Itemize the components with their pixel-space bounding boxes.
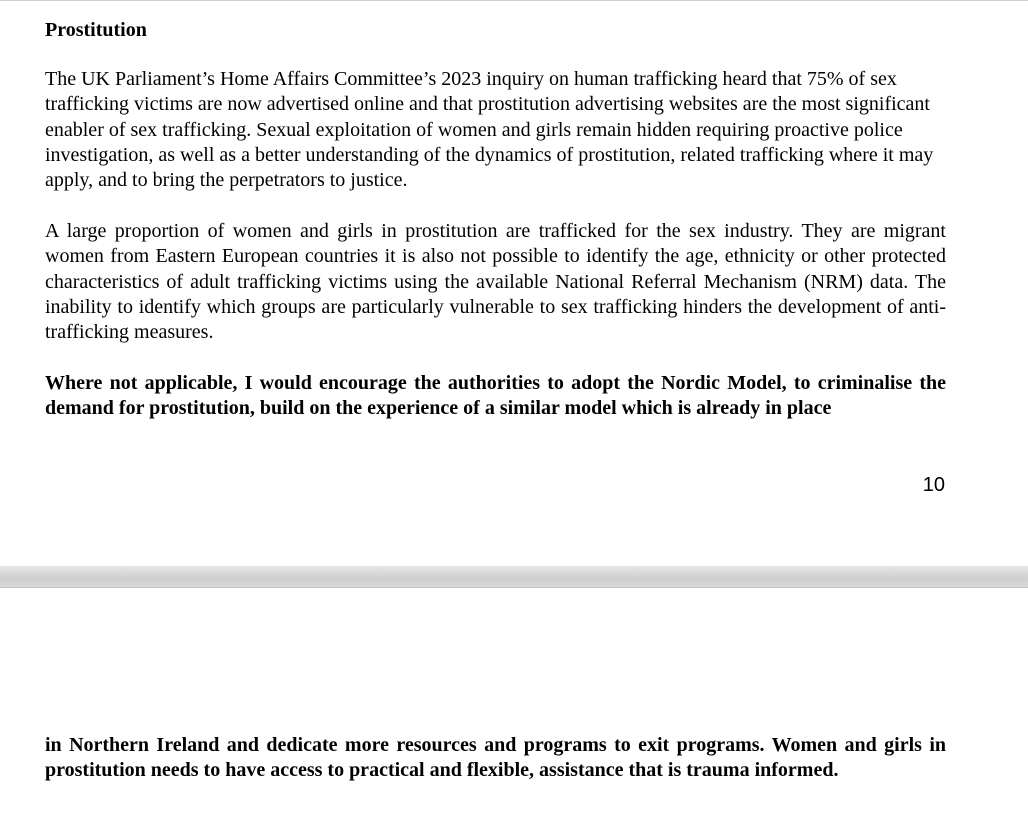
section-heading: Prostitution xyxy=(45,19,147,41)
paragraph-recommendation: Where not applicable, I would encourage the authorities to adopt the Nordic Model, to criminalise the demand for prostitution, build on the experience of a similar model which is already in place xyxy=(45,372,946,420)
page-number: 10 xyxy=(922,474,945,496)
paragraph-trafficked-women: A large proportion of women and girls in prostitution are trafficked for the sex industry. They are migrant women from Eastern European countries it is also not possible to identify the age, ethnicity or other protected characteristics of adult trafficking victims using the available National Referral Mechanism (NRM) data. The inability to identify which groups are particularly vulnerable to sex trafficking hinders the development of anti-trafficking measures. xyxy=(45,220,946,344)
paragraph-recommendation-continued: in Northern Ireland and dedicate more resources and programs to exit programs. Women and girls in prostitution needs to have access to practical and flexible, assistance that is trauma informed. xyxy=(45,734,946,782)
paragraph-inquiry: The UK Parliament’s Home Affairs Committee’s 2023 inquiry on human trafficking heard that 75% of sex trafficking victims are now advertised online and that prostitution advertising websites are the most significant enabler of sex trafficking. Sexual exploitation of women and girls remain hidden requiring proactive police investigation, as well as a better understanding of the dynamics of prostitution, related trafficking where it may apply, and to bring the perpetrators to justice. xyxy=(45,68,934,192)
document-page-11 xyxy=(0,588,1028,832)
page-separator xyxy=(0,566,1028,588)
